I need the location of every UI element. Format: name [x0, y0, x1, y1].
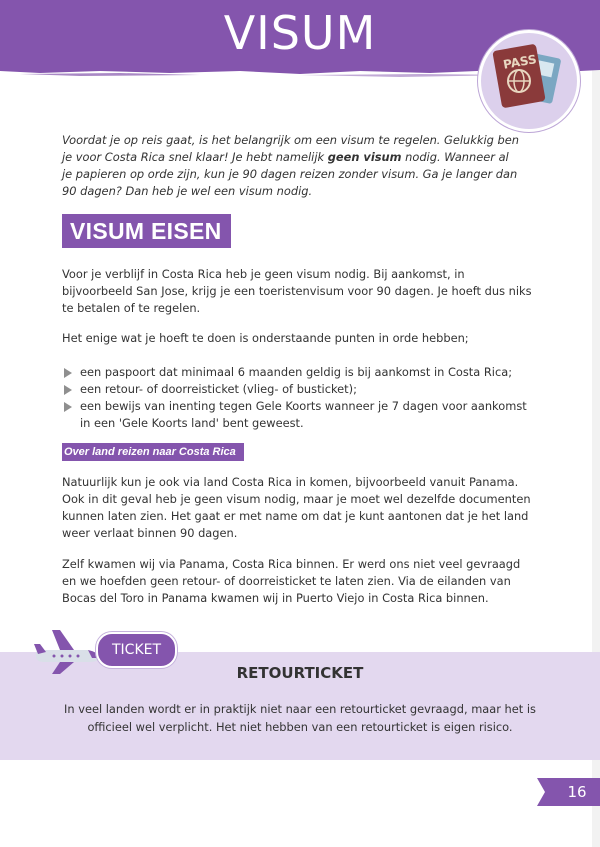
intro-emphasis: geen visum: [327, 150, 402, 164]
tip-text: In veel landen wordt er in praktijk niet naar een retourticket gevraagd, maar het is officieel wel verplicht. Het niet hebben van een retourticket is eigen risico.: [64, 702, 536, 734]
list-item: [62, 381, 532, 398]
visa-paragraph-1: Voor je verblijf in Costa Rica heb je geen visum nodig. Bij aankomst, in bijvoorbeeld San Jose, krijg je een toeristenvisum voor 90 dagen. Je hoeft dus niks te betalen of te regelen.: [62, 267, 532, 315]
list-item-text: een bewijs van inenting tegen Gele Koorts wanneer je 7 dagen voor aankomst in een 'Gele Koorts land' bent geweest.: [80, 399, 527, 430]
subsection-heading: Over land reizen naar Costa Rica: [62, 443, 244, 461]
passport-label: PASS: [502, 52, 538, 72]
page-number: 16: [567, 783, 587, 801]
requirements-list: [62, 364, 532, 432]
triangle-bullet-icon: [64, 368, 72, 378]
triangle-bullet-icon: [64, 385, 72, 395]
airplane-icon: [30, 626, 104, 676]
intro-text-start: Voordat je op reis gaat, is het belangrijk om een visum te regelen. Gelukkig ben je voor Costa Rica snel klaar! Je hebt namelijk: [62, 133, 519, 164]
list-item: [62, 398, 532, 432]
passport-icon: [481, 33, 577, 129]
list-item-text: een retour- of doorreisticket (vlieg- of busticket);: [80, 382, 357, 396]
overland-paragraph-2: Zelf kwamen wij via Panama, Costa Rica binnen. Er werd ons niet veel gevraagd en we hoefden geen retour- of doorreisticket te laten zien. Via de eilanden van Bocas del Toro in Panama kwamen wij in Puerto Viejo in Costa Rica binnen.: [62, 557, 521, 605]
triangle-bullet-icon: [64, 402, 72, 412]
intro-paragraph: [62, 132, 522, 200]
page-tab-notch: [537, 778, 549, 806]
tip-title: RETOURTICKET: [236, 664, 364, 682]
ticket-tag: TICKET: [96, 632, 177, 668]
list-item-text: een paspoort dat minimaal 6 maanden geldig is bij aankomst in Costa Rica;: [80, 365, 513, 379]
intro-text-end: nodig. Wanneer al je papieren op orde zijn, kun je 90 dagen reizen zonder visum. Ga je langer dan 90 dagen? Dan heb je wel een visum nodig.: [62, 150, 518, 198]
visa-paragraph-2: Het enige wat je hoeft te doen is onderstaande punten in orde hebben;: [62, 331, 469, 345]
list-item: [62, 364, 532, 381]
passport-badge: [478, 30, 580, 132]
section-heading: VISUM EISEN: [62, 214, 231, 248]
page-title: VISUM: [223, 6, 377, 60]
overland-paragraph-1: Natuurlijk kun je ook via land Costa Rica in komen, bijvoorbeeld vanuit Panama. Ook in dit geval heb je geen visum nodig, maar je moet wel dezelfde documenten kunnen laten zien. Het gaat er met name om dat je kunt aantonen dat je het land weer verlaat binnen 90 dagen.: [62, 475, 531, 540]
